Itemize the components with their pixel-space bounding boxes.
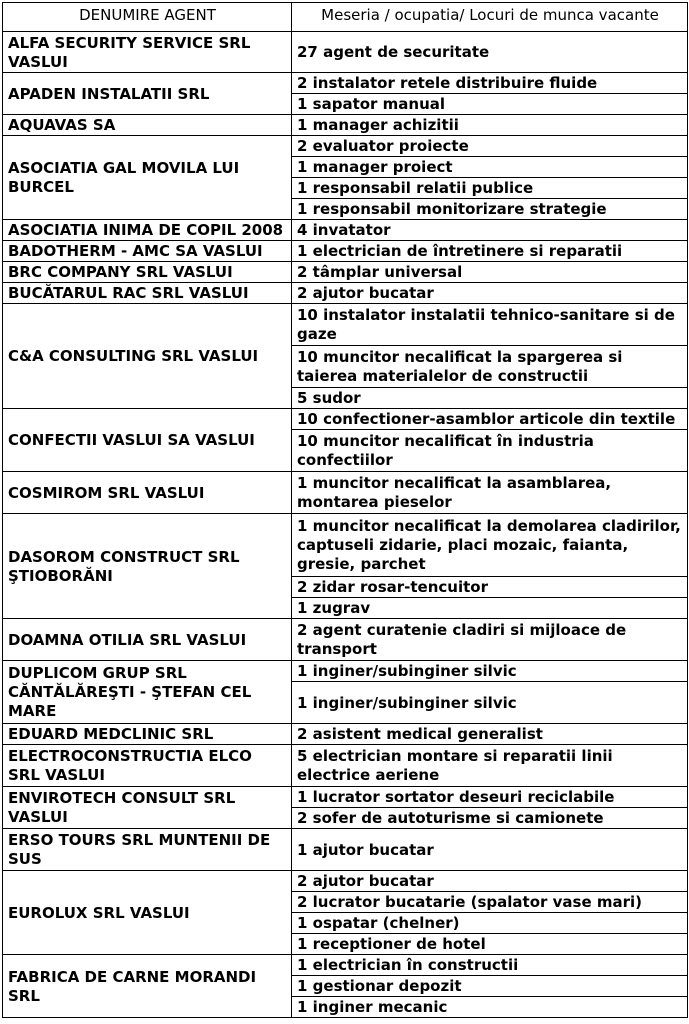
job-vacancy: 1 inginer/subinginer silvic — [292, 682, 688, 724]
table-row — [3, 724, 688, 745]
table-row — [3, 745, 688, 787]
agent-name: EUROLUX SRL VASLUI — [3, 871, 292, 955]
job-vacancy: 1 ospatar (chelner) — [292, 913, 688, 934]
agent-name: DOAMNA OTILIA SRL VASLUI — [3, 619, 292, 661]
job-vacancy: 2 zidar rosar-tencuitor — [292, 577, 688, 598]
table-row — [3, 136, 688, 157]
job-vacancy: 1 responsabil relatii publice — [292, 178, 688, 199]
job-vacancy: 2 asistent medical generalist — [292, 724, 688, 745]
agent-name: ELECTROCONSTRUCTIA ELCO SRL VASLUI — [3, 745, 292, 787]
job-vacancy: 1 muncitor necalificat la demolarea cladirilor, captuseli zidarie, placi mozaic, faianta, gresie, parchet — [292, 514, 688, 577]
job-vacancy: 2 lucrator bucatarie (spalator vase mari) — [292, 892, 688, 913]
job-vacancy: 1 electrician de întretinere si reparatii — [292, 241, 688, 262]
job-vacancy: 10 instalator instalatii tehnico-sanitare si de gaze — [292, 304, 688, 346]
table-row — [3, 514, 688, 577]
agent-name: BRC COMPANY SRL VASLUI — [3, 262, 292, 283]
agent-name: APADEN INSTALATII SRL — [3, 73, 292, 115]
table-row — [3, 871, 688, 892]
table-body — [3, 32, 688, 1018]
job-vacancy: 10 confectioner-asamblor articole din textile — [292, 409, 688, 430]
job-vacancy: 1 muncitor necalificat la asamblarea, montarea pieselor — [292, 472, 688, 514]
agent-name: FABRICA DE CARNE MORANDI SRL — [3, 955, 292, 1018]
job-vacancy: 10 muncitor necalificat în industria confectiilor — [292, 430, 688, 472]
table-row — [3, 619, 688, 661]
job-vacancy: 2 ajutor bucatar — [292, 283, 688, 304]
job-vacancy: 1 manager achizitii — [292, 115, 688, 136]
job-vacancy: 1 responsabil monitorizare strategie — [292, 199, 688, 220]
agent-name: C&A CONSULTING SRL VASLUI — [3, 304, 292, 409]
table-row — [3, 661, 688, 682]
job-vacancy: 1 zugrav — [292, 598, 688, 619]
agent-name: EDUARD MEDCLINIC SRL — [3, 724, 292, 745]
job-vacancy: 5 sudor — [292, 388, 688, 409]
job-vacancy: 1 inginer mecanic — [292, 997, 688, 1018]
table-row — [3, 304, 688, 346]
agent-name: ALFA SECURITY SERVICE SRL VASLUI — [3, 32, 292, 73]
header-agent: DENUMIRE AGENT — [3, 3, 292, 32]
job-vacancy: 27 agent de securitate — [292, 32, 688, 73]
job-vacancy: 2 instalator retele distribuire fluide — [292, 73, 688, 94]
agent-name: ASOCIATIA INIMA DE COPIL 2008 — [3, 220, 292, 241]
header-row — [3, 3, 688, 32]
table-row — [3, 73, 688, 94]
job-vacancy: 1 sapator manual — [292, 94, 688, 115]
agent-name: CONFECTII VASLUI SA VASLUI — [3, 409, 292, 472]
table-row — [3, 787, 688, 808]
table-row — [3, 241, 688, 262]
table-row — [3, 283, 688, 304]
job-vacancy: 4 invatator — [292, 220, 688, 241]
table-row — [3, 32, 688, 73]
agent-name: ASOCIATIA GAL MOVILA LUI BURCEL — [3, 136, 292, 220]
table-row — [3, 262, 688, 283]
vacancies-table — [2, 2, 688, 1018]
job-vacancy: 1 ajutor bucatar — [292, 829, 688, 871]
job-vacancy: 1 lucrator sortator deseuri reciclabile — [292, 787, 688, 808]
table-row — [3, 829, 688, 871]
agent-name: COSMIROM SRL VASLUI — [3, 472, 292, 514]
agent-name: BADOTHERM - AMC SA VASLUI — [3, 241, 292, 262]
job-vacancy: 1 electrician în constructii — [292, 955, 688, 976]
agent-name: ERSO TOURS SRL MUNTENII DE SUS — [3, 829, 292, 871]
agent-name: DASOROM CONSTRUCT SRL ŞTIOBORĂNI — [3, 514, 292, 619]
job-vacancy: 1 receptioner de hotel — [292, 934, 688, 955]
job-vacancy: 2 ajutor bucatar — [292, 871, 688, 892]
table-row — [3, 220, 688, 241]
header-jobs: Meseria / ocupatia/ Locuri de munca vacante — [292, 3, 688, 32]
job-vacancy: 2 agent curatenie cladiri si mijloace de transport — [292, 619, 688, 661]
job-vacancy: 2 sofer de autoturisme si camionete — [292, 808, 688, 829]
vacancies-document — [2, 2, 688, 1018]
table-row — [3, 955, 688, 976]
agent-name: DUPLICOM GRUP SRL CĂNTĂLĂREŞTI - ŞTEFAN CEL MARE — [3, 661, 292, 724]
job-vacancy: 2 evaluator proiecte — [292, 136, 688, 157]
job-vacancy: 1 inginer/subinginer silvic — [292, 661, 688, 682]
agent-name: ENVIROTECH CONSULT SRL VASLUI — [3, 787, 292, 829]
job-vacancy: 1 gestionar depozit — [292, 976, 688, 997]
job-vacancy: 5 electrician montare si reparatii linii electrice aeriene — [292, 745, 688, 787]
job-vacancy: 2 tâmplar universal — [292, 262, 688, 283]
table-row — [3, 472, 688, 514]
job-vacancy: 10 muncitor necalificat la spargerea si taierea materialelor de constructii — [292, 346, 688, 388]
table-row — [3, 115, 688, 136]
agent-name: AQUAVAS SA — [3, 115, 292, 136]
agent-name: BUCĂTARUL RAC SRL VASLUI — [3, 283, 292, 304]
table-row — [3, 409, 688, 430]
job-vacancy: 1 manager proiect — [292, 157, 688, 178]
